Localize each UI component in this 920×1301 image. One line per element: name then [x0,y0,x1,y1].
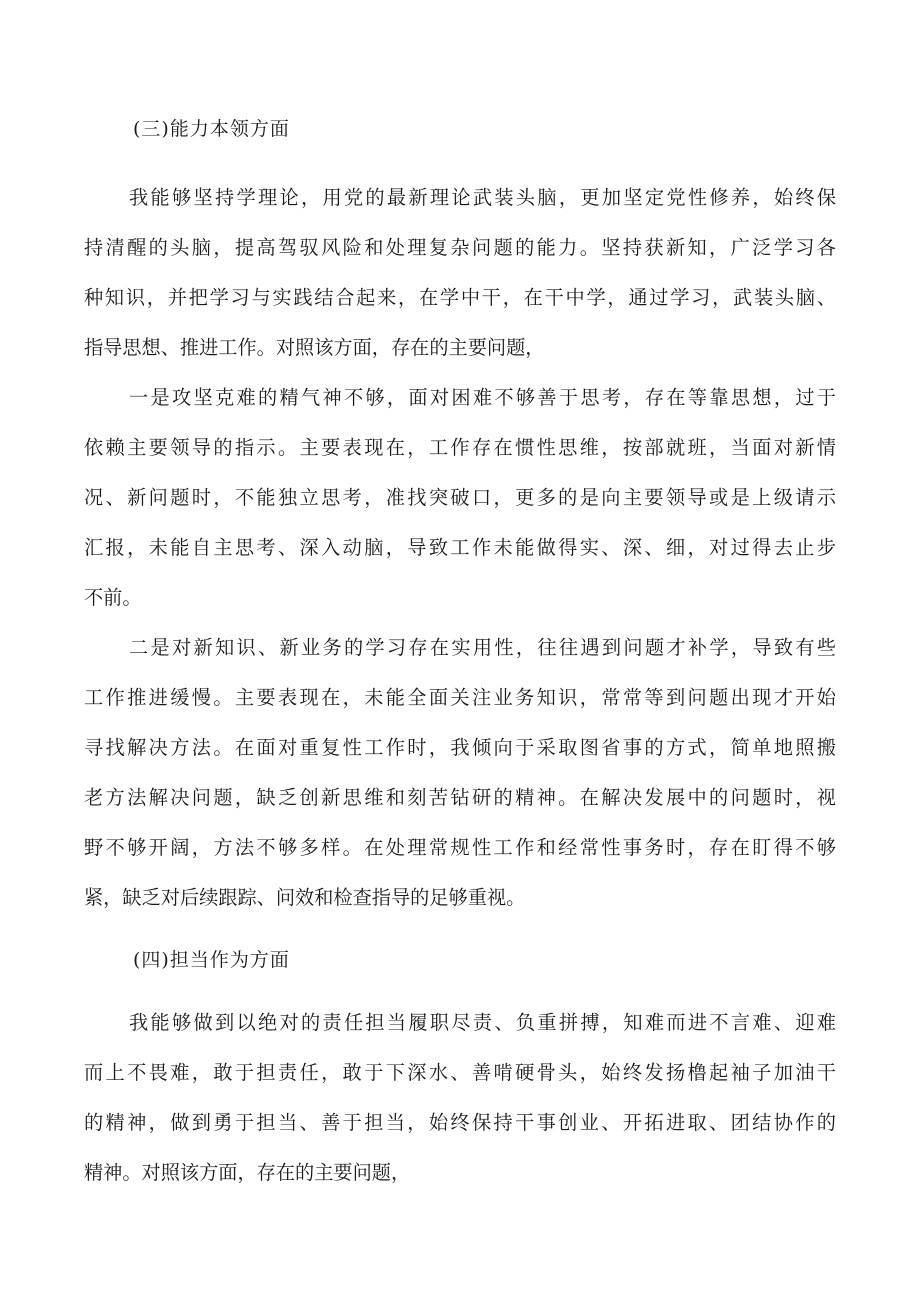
section-heading-3: (三)能力本领方面 [133,118,290,140]
text-line: 依赖主要领导的指示。主要表现在，工作存在惯性思维，按部就班，当面对新情 [84,436,836,459]
text-line: 一是攻坚克难的精气神不够，面对困难不够善于思考，存在等靠思想，过于 [129,386,836,409]
text-line: 紧，缺乏对后续跟踪、问效和检查指导的足够重视。 [84,886,526,909]
text-line: 持清醒的头脑，提高驾驭风险和处理复杂问题的能力。坚持获新知，广泛学习各 [84,236,836,259]
text-line: 种知识，并把学习与实践结合起来，在学中干，在干中学，通过学习，武装头脑、 [84,286,836,309]
text-line: 精神。对照该方面，存在的主要问题， [84,1161,411,1184]
paragraph-ability-intro [84,173,836,373]
text-line: 寻找解决方法。在面对重复性工作时，我倾向于采取图省事的方式，简单地照搬 [84,736,836,759]
text-line: 而上不畏难，敢于担责任，敢于下深水、善啃硬骨头，始终发扬橹起袖子加油干 [84,1061,836,1084]
text-line: 二是对新知识、新业务的学习存在实用性，往往遇到问题才补学，导致有些 [129,636,836,659]
text-line: 指导思想、推进工作。对照该方面，存在的主要问题， [84,336,545,359]
paragraph-problem-2 [84,623,836,923]
text-line: 况、新问题时，不能独立思考，准找突破口，更多的是向主要领导或是上级请示 [84,486,836,509]
text-line: 我能够做到以绝对的责任担当履职尽责、负重拼搏，知难而进不言难、迎难 [129,1011,836,1034]
section-heading-4: (四)担当作为方面 [133,949,290,971]
text-line: 工作推进缓慢。主要表现在，未能全面关注业务知识，常常等到问题出现才开始 [84,686,836,709]
text-line: 老方法解决问题，缺乏创新思维和刻苦钻研的精神。在解决发展中的问题时，视 [84,786,836,809]
text-line: 的精神，做到勇于担当、善于担当，始终保持干事创业、开拓进取、团结协作的 [84,1111,836,1134]
paragraph-responsibility-intro [84,998,836,1198]
text-line: 汇报，未能自主思考、深入动脑，导致工作未能做得实、深、细，对过得去止步 [84,536,836,559]
paragraph-problem-1 [84,373,836,623]
text-line: 野不够开阔，方法不够多样。在处理常规性工作和经常性事务时，存在盯得不够 [84,836,836,859]
text-line: 不前。 [84,586,142,609]
text-line: 我能够坚持学理论，用党的最新理论武装头脑，更加坚定党性修养，始终保 [129,186,836,209]
